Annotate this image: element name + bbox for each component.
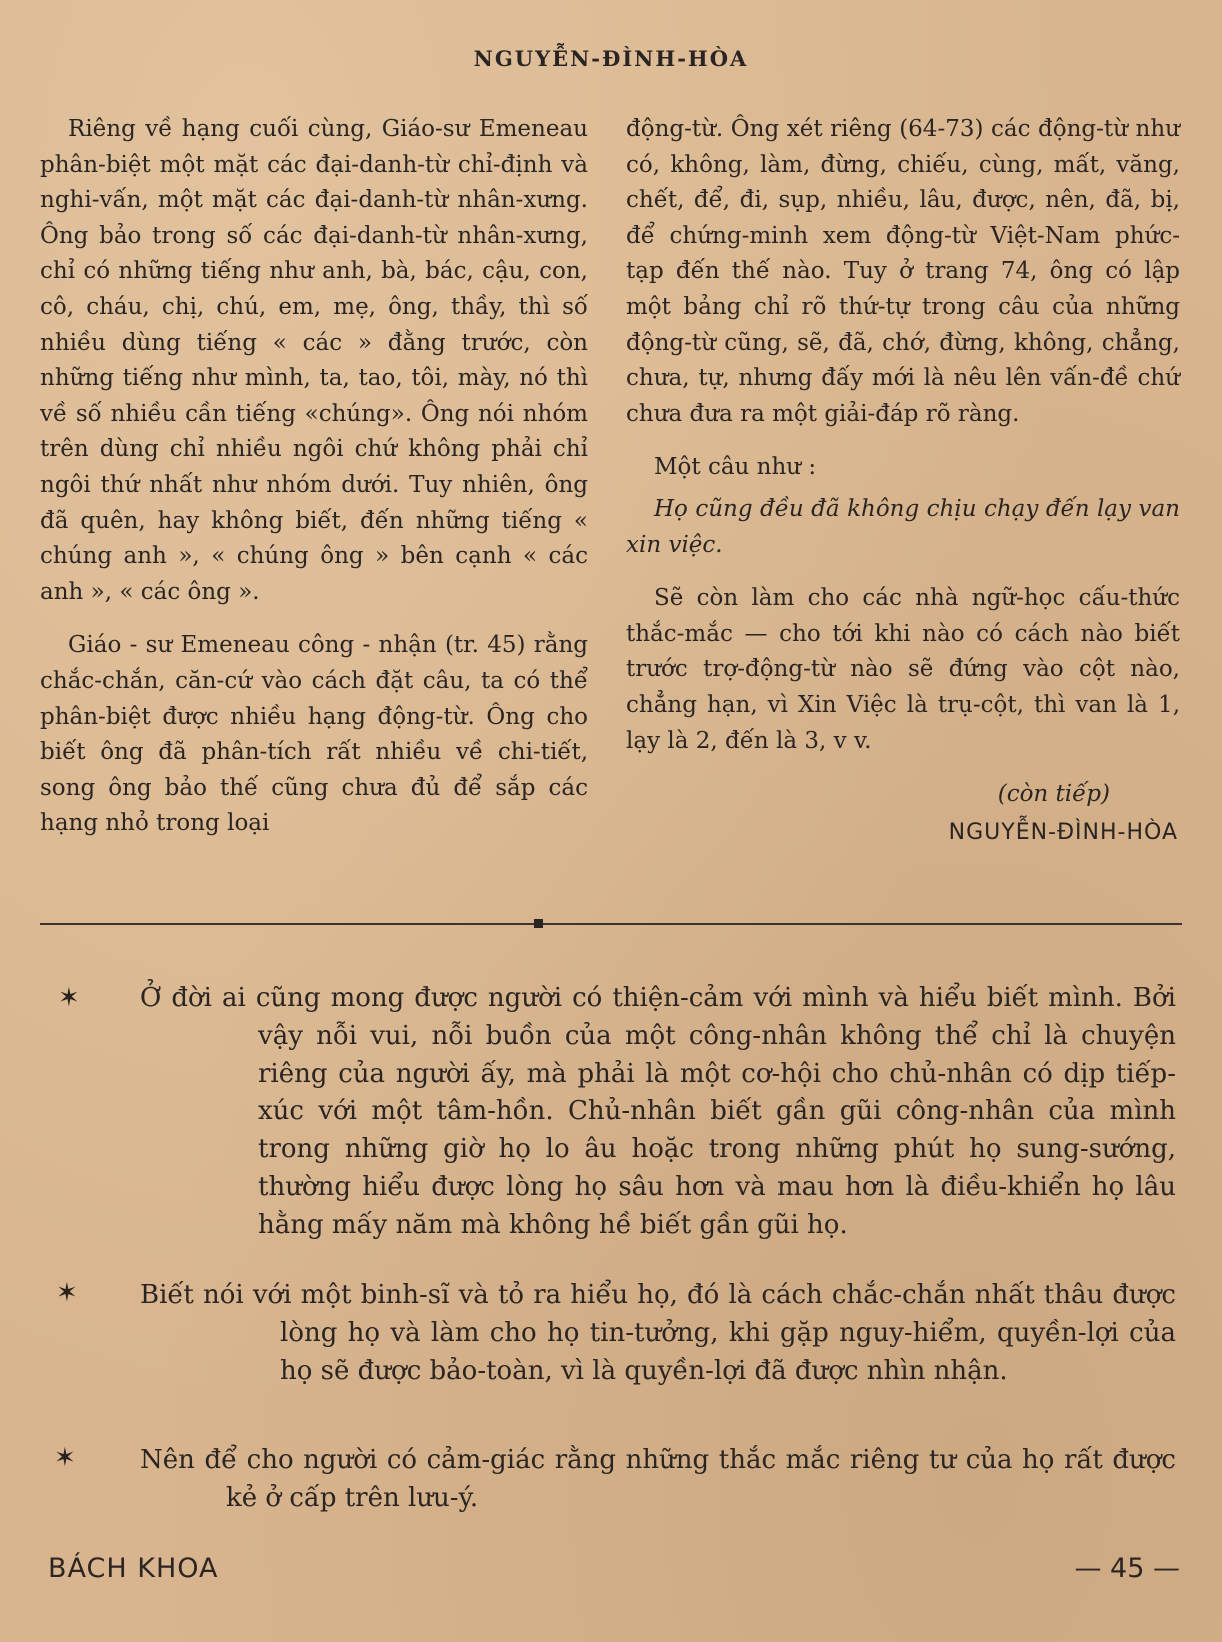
page-number: — 45 — (1074, 1553, 1180, 1584)
right-paragraph-2: Một câu như : (654, 454, 817, 481)
right-paragraph-1: động-từ. Ông xét riêng (64-73) các động-từ như có, không, làm, đừng, chiếu, cùng, mất, văng, chết, để, đi, sụp, nhiều, lâu, được, nên, đã, bị, để chứng-minh xem động-từ Việt-Nam phức-tạp đến thế nào. Tuy ở trang 74, ông có lập một bảng chỉ rõ thứ-tự trong câu của những động-từ cũng, sẽ, đã, chớ, đừng, không, chẳng, chưa, tự, nhưng đấy mới là nêu lên vấn-đề chứ chưa đưa ra một giải-đáp rõ ràng. (626, 116, 1180, 427)
note-1-text: Ở đời ai cũng mong được người có thiện-cảm với mình và hiểu biết mình. Bởi vậy nỗi vui, nỗi buồn của một công-nhân không thể chỉ là chuyện riêng của người ấy, mà phải là một cơ-hội cho chủ-nhân có dịp tiếp-xúc với một tâm-hồn. Chủ-nhân biết gần gũi công-nhân của mình trong những giờ họ lo âu hoặc trong những phút họ sung-sướng, thường hiểu được lòng họ sâu hơn và mau hơn là điều-khiển họ lâu hằng mấy năm mà không hề biết gần gũi họ. (140, 983, 1176, 1240)
note-2-text: Biết nói với một binh-sĩ và tỏ ra hiểu họ, đó là cách chắc-chắn nhất thâu được lòng họ và làm cho họ tin-tưởng, khi gặp nguy-hiểm, quyền-lợi của họ sẽ được bảo-toàn, vì là quyền-lợi đã được nhìn nhận. (140, 1280, 1176, 1386)
continued-label: (còn tiếp) (997, 781, 1110, 808)
right-column (626, 112, 1180, 850)
star-icon: ✶ (54, 1443, 76, 1473)
running-header: NGUYỄN-ĐÌNH-HÒA (473, 46, 749, 71)
left-column (40, 112, 588, 860)
example-sentence: Họ cũng đều đã không chịu chạy đến lạy van xin việc. (626, 495, 1180, 558)
left-paragraph-1: Riêng về hạng cuối cùng, Giáo-sư Emeneau phân-biệt một mặt các đại-danh-từ chỉ-định và nghi-vấn, một mặt các đại-danh-từ nhân-xưng. Ông bảo trong số các đại-danh-từ nhân-xưng, chỉ có những tiếng như anh, bà, bác, cậu, con, cô, cháu, chị, chú, em, mẹ, ông, thầy, thì số nhiều dùng tiếng « các » đằng trước, còn những tiếng như mình, ta, tao, tôi, mày, nó thì về số nhiều cần tiếng «chúng». Ông nói nhóm trên dùng chỉ nhiều ngôi chứ không phải chỉ ngôi thứ nhất như nhóm dưới. Tuy nhiên, ông đã quên, hay không biết, đến những tiếng « chúng anh », « chúng ông » bên cạnh « các anh », « các ông ». (40, 116, 588, 605)
divider-ornament (534, 919, 543, 928)
left-paragraph-2: Giáo - sư Emeneau công - nhận (tr. 45) rằng chắc-chắn, căn-cứ vào cách đặt câu, ta có thể phân-biệt được nhiều hạng động-từ. Ông cho biết ông đã phân-tích rất nhiều về chi-tiết, song ông bảo thế cũng chưa đủ để sắp các hạng nhỏ trong loại (40, 632, 588, 837)
author-signature: NGUYỄN-ĐÌNH-HÒA (948, 819, 1178, 845)
star-icon: ✶ (58, 983, 80, 1013)
section-divider (40, 923, 1182, 925)
magazine-name: BÁCH KHOA (48, 1553, 219, 1584)
star-icon: ✶ (56, 1278, 78, 1308)
note-3-text: Nên để cho người có cảm-giác rằng những thắc mắc riêng tư của họ rất được kẻ ở cấp trên lưu-ý. (140, 1445, 1176, 1513)
right-paragraph-3: Sẽ còn làm cho các nhà ngữ-học cấu-thức thắc-mắc — cho tới khi nào có cách nào biết trước trợ-động-từ nào sẽ đứng vào cột nào, chẳng hạn, vì Xin Việc là trụ-cột, thì van là 1, lạy là 2, đến là 3, v v. (626, 585, 1180, 754)
